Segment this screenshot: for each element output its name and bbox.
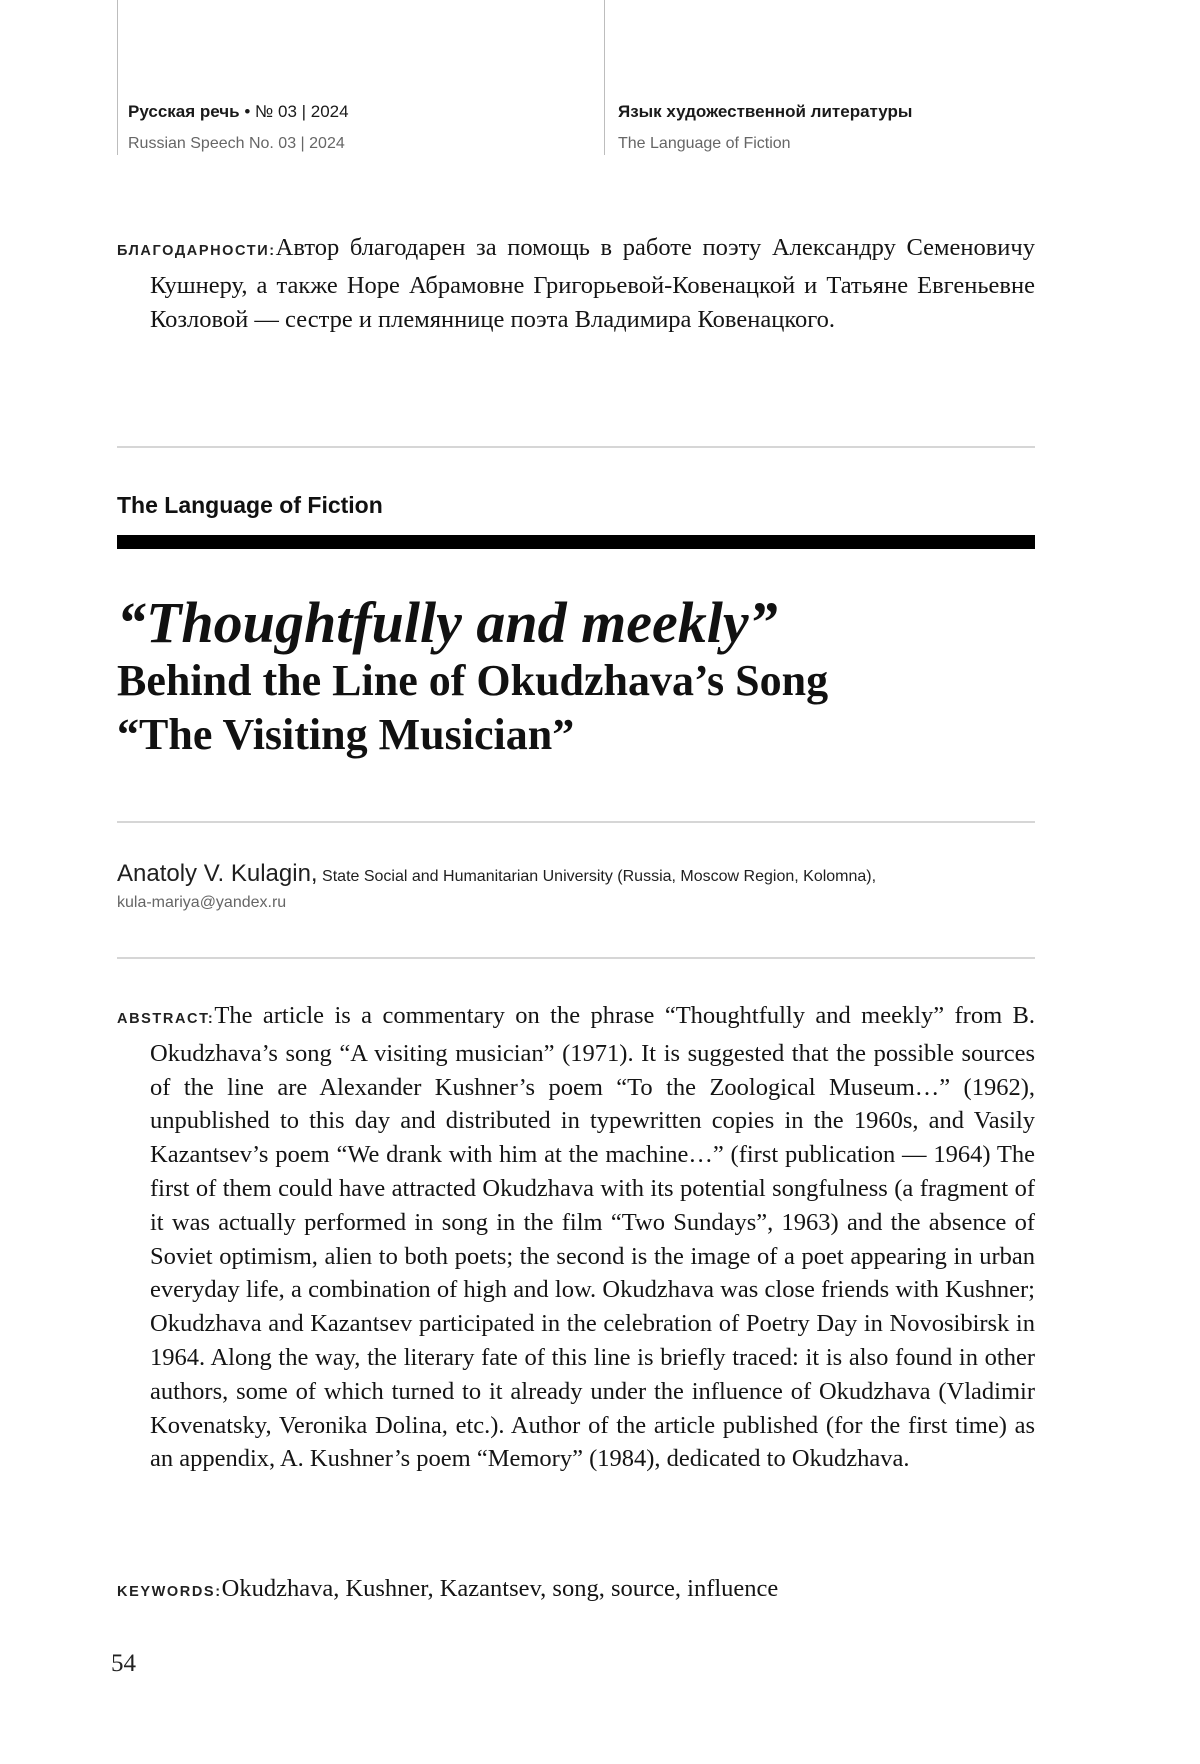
header-divider-left bbox=[117, 0, 118, 155]
acknowledgements-label: БЛАГОДАРНОСТИ: bbox=[117, 243, 276, 259]
journal-name-en: Russian Speech No. 03 | 2024 bbox=[128, 135, 345, 152]
abstract bbox=[117, 999, 1035, 1476]
article-title bbox=[117, 590, 1035, 762]
journal-header bbox=[128, 102, 349, 154]
section-name-en: The Language of Fiction bbox=[618, 135, 791, 152]
section-title: The Language of Fiction bbox=[117, 492, 383, 518]
section-bar bbox=[117, 535, 1035, 549]
keywords-label: KEYWORDS: bbox=[117, 1584, 222, 1600]
article-title-quote: “Thoughtfully and meekly” bbox=[117, 590, 778, 655]
keywords-text: Okudzhava, Kushner, Kazantsev, song, source, influence bbox=[221, 1575, 779, 1602]
acknowledgements bbox=[117, 231, 1035, 336]
divider-author bbox=[117, 957, 1035, 959]
header-divider-right bbox=[604, 0, 605, 155]
journal-name-ru: Русская речь bbox=[128, 102, 240, 121]
author-name: Anatoly V. Kulagin, bbox=[117, 860, 318, 887]
page-number: 54 bbox=[111, 1650, 136, 1677]
issue-ru: • № 03 | 2024 bbox=[244, 102, 349, 121]
author-email[interactable]: kula-mariya@yandex.ru bbox=[117, 894, 287, 911]
keywords bbox=[117, 1572, 1035, 1610]
divider-title bbox=[117, 821, 1035, 823]
author-affiliation: State Social and Humanitarian University (Russia, Moscow Region, Kolomna), bbox=[322, 868, 877, 885]
abstract-label: ABSTRACT: bbox=[117, 1011, 215, 1027]
section-name-ru: Язык художественной литературы bbox=[618, 102, 913, 121]
section-header bbox=[618, 102, 912, 154]
divider-top bbox=[117, 446, 1035, 448]
article-title-line2: Behind the Line of Okudzhava’s Song bbox=[117, 656, 829, 705]
abstract-text: The article is a commentary on the phrase “Thoughtfully and meekly” from B. Okudzhava’s song “A visiting musician” (1971). It is suggested that the possible sources of the line are Alexander Kushner’s poem “To the Zoological Museum…” (1962), unpublished to this day and distributed in typewritten copies in the 1960s, and Vasily Kazantsev’s poem “We drank with him at the machine…” (first publication — 1964) The first of them could have attracted Okudzhava with its potential songfulness (a fragment of it was actually performed in song in the film “Two Sundays”, 1963) and the absence of Soviet optimism, alien to both poets; the second is the image of a poet appearing in urban everyday life, a combination of high and low. Okudzhava was close friends with Kushner; Okudzhava and Kazantsev participated in the celebration of Poetry Day in Novosibirsk in 1964. Along the way, the literary fate of this line is briefly traced: it is also found in other authors, some of which turned to it already under the influence of Okudzhava (Vladimir Kovenatsky, Veronika Dolina, etc.). Author of the article published (for the first time) as an appendix, A. Kushner’s poem “Memory” (1984), dedicated to Okudzhava. bbox=[150, 1002, 1035, 1473]
author-block bbox=[117, 860, 1035, 912]
acknowledgements-text: Автор благодарен за помощь в работе поэту Александру Семеновичу Кушнеру, а также Норе Абрамовне Григорьевой-Ковенацкой и Татьяне Евгеньевне Козловой — сестре и племяннице поэта Владимира Ковенацкого. bbox=[150, 234, 1035, 333]
article-title-line3: “The Visiting Musician” bbox=[117, 710, 575, 759]
